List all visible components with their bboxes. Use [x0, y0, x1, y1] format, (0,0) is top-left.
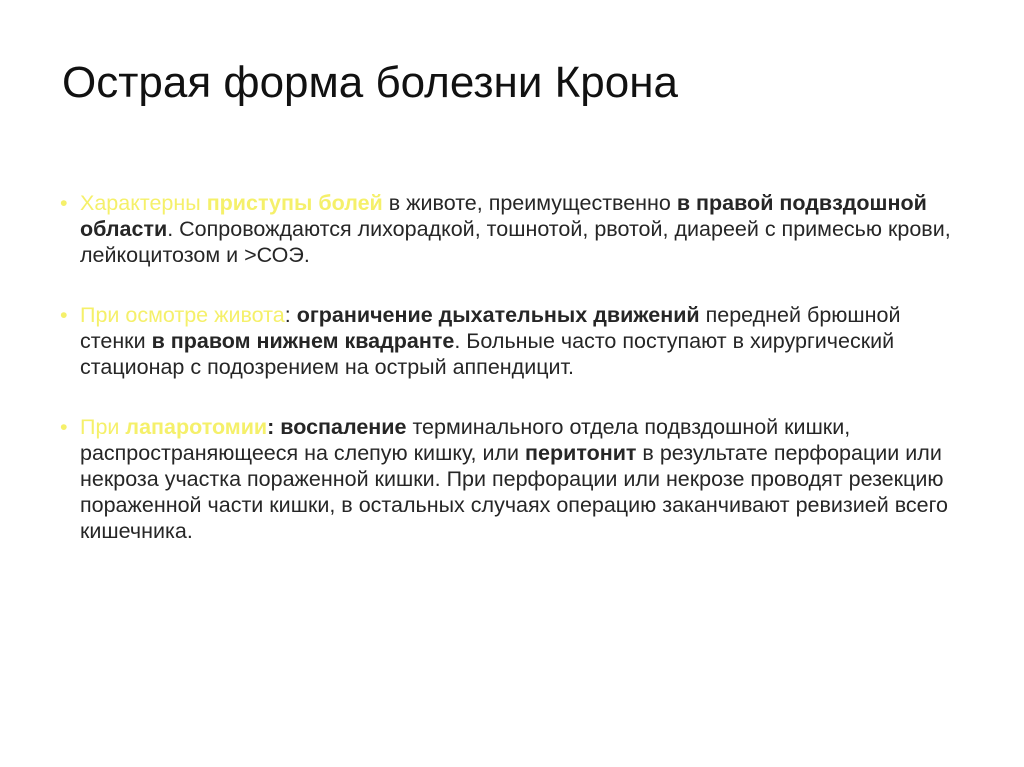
bullet-item [60, 190, 960, 268]
text-segment: . Больные часто поступают в хирургический стационар с подозрением на острый аппендицит. [80, 329, 895, 379]
text-segment: лапаротомии [125, 415, 268, 439]
bullet-marker: • [60, 415, 68, 439]
text-segment: в правой подвздошной области [80, 191, 927, 241]
bullet-marker: • [60, 303, 68, 327]
bullet-list [60, 190, 960, 544]
text-segment: в животе, преимущественно [382, 191, 677, 215]
text-segment: . Сопровождаются лихорадкой, тошнотой, рвотой, диареей с примесью крови, лейкоцитозом и >СОЭ. [80, 217, 951, 267]
slide-title: Острая форма болезни Крона [62, 58, 678, 108]
text-segment: Характерны [80, 191, 207, 215]
text-segment: При осмотре живота [80, 303, 285, 327]
bullet-item [60, 302, 960, 380]
text-segment: ограничение дыхательных движений [296, 303, 700, 327]
text-segment: терминального отдела подвздошной кишки, распространяющееся на слепую кишку, или [80, 415, 851, 465]
text-segment: приступы болей [206, 191, 383, 215]
text-segment: перитонит [525, 441, 637, 465]
text-segment: в результате перфорации или некроза участка пораженной кишки. При перфорации или некрозе проводят резекцию пораженной части кишки, в остальных случаях операцию заканчивают ревизией всего кишечника. [80, 441, 948, 543]
text-segment: : [267, 415, 281, 439]
bullet-item [60, 414, 960, 544]
text-segment: : [284, 303, 297, 327]
text-segment: передней брюшной стенки [80, 303, 901, 353]
bullet-marker: • [60, 191, 68, 215]
text-segment: воспаление [280, 415, 407, 439]
text-segment: При [80, 415, 126, 439]
text-segment: в правом нижнем квадранте [151, 329, 455, 353]
